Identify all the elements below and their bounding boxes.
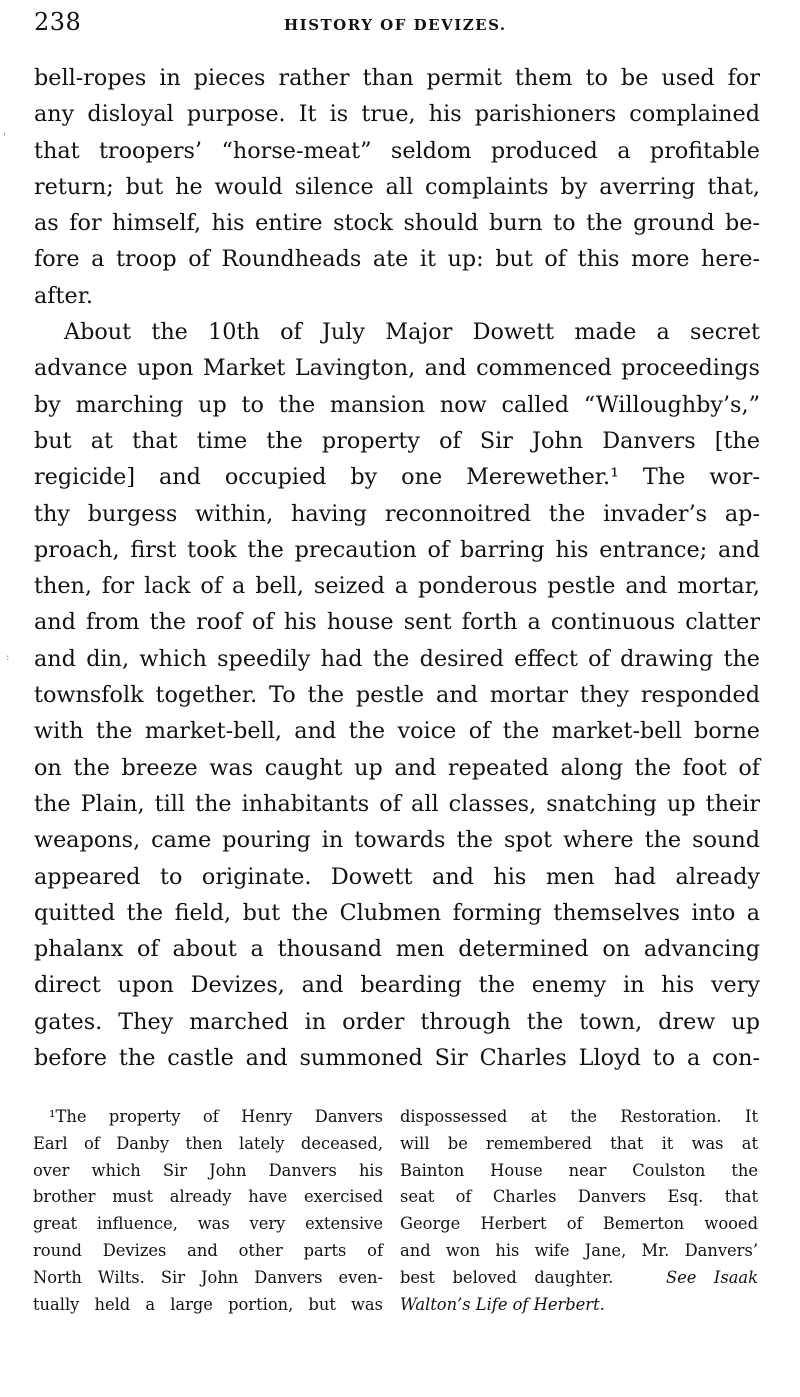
text-line: after. <box>34 282 93 309</box>
text-line: any disloyal purpose. It is true, his parishioners complained <box>34 101 760 128</box>
text-line: quitted the field, but the Clubmen forming themselves into a <box>34 899 760 926</box>
footnote-line: brother must already have exercised <box>33 1187 383 1207</box>
footnote-line: over which Sir John Danvers his <box>33 1160 383 1180</box>
footnote-line-mixed <box>400 1265 758 1292</box>
text-line: fore a troop of Roundheads ate it up: but of this more here- <box>34 246 760 273</box>
text-line: on the breeze was caught up and repeated along the foot of <box>34 754 760 781</box>
running-title: HISTORY OF DEVIZES. <box>284 16 507 34</box>
footnote-line: seat of Charles Danvers Esq. that <box>400 1187 758 1207</box>
text-line: then, for lack of a bell, seized a ponderous pestle and mortar, <box>34 573 760 600</box>
text-line: About the 10th of July Major Dowett made a secret <box>64 319 760 346</box>
page-number: 238 <box>34 8 82 36</box>
footnote-column-right <box>400 1104 758 1318</box>
running-head <box>34 8 764 48</box>
footnote-column-left <box>33 1104 383 1318</box>
footnote-line: and won his wife Jane, Mr. Danvers’ <box>400 1240 758 1260</box>
text-line: thy burgess within, having reconnoitred the invader’s ap- <box>34 500 760 527</box>
margin-speck: ' <box>3 132 6 143</box>
text-line: but at that time the property of Sir John Danvers [the <box>34 427 760 454</box>
footnote-reference-italic: See Isaak <box>665 1267 759 1287</box>
text-line: and from the roof of his house sent forth a continuous clatter <box>34 609 760 636</box>
footnote-spacer <box>613 1268 666 1287</box>
footnote-line: tually held a large portion, but was <box>33 1294 383 1314</box>
footnote-reference-italic: Walton’s Life of Herbert. <box>400 1294 605 1314</box>
footnote-line: dispossessed at the Restoration. It <box>400 1107 758 1126</box>
text-line: phalanx of about a thousand men determined on advancing <box>34 936 760 963</box>
text-line: as for himself, his entire stock should burn to the ground be- <box>34 210 760 237</box>
text-line: that troopers’ “horse-meat” seldom produced a profitable <box>34 137 760 164</box>
text-line: townsfolk together. To the pestle and mortar they responded <box>34 682 760 709</box>
footnote-text: best beloved daughter. <box>400 1267 614 1287</box>
footnote-line: great influence, was very extensive <box>33 1214 383 1234</box>
text-line: regicide] and occupied by one Merewether.¹ The wor- <box>34 464 760 491</box>
text-line: appeared to originate. Dowett and his men had already <box>34 863 760 890</box>
text-line: the Plain, till the inhabitants of all classes, snatching up their <box>34 790 760 817</box>
text-line: proach, first took the precaution of barring his entrance; and <box>34 536 760 563</box>
text-line: before the castle and summoned Sir Charles Lloyd to a con- <box>34 1045 760 1072</box>
text-line: gates. They marched in order through the town, drew up <box>34 1008 760 1035</box>
footnote-line: will be remembered that it was at <box>400 1133 758 1153</box>
body-text <box>34 60 760 1076</box>
text-line: return; but he would silence all complaints by averring that, <box>34 173 760 200</box>
text-line: with the market-bell, and the voice of the market-bell borne <box>34 718 760 745</box>
text-line: bell-ropes in pieces rather than permit them to be used for <box>34 65 760 91</box>
text-line: weapons, came pouring in towards the spot where the sound <box>34 827 760 854</box>
text-line: direct upon Devizes, and bearding the enemy in his very <box>34 972 760 999</box>
footnote-line: North Wilts. Sir John Danvers even- <box>33 1267 383 1287</box>
margin-speck: : <box>6 652 10 663</box>
text-line: advance upon Market Lavington, and commenced proceedings <box>34 355 760 382</box>
footnote-line: ¹The property of Henry Danvers <box>49 1107 383 1126</box>
footnote-line: George Herbert of Bemerton wooed <box>400 1214 758 1234</box>
text-line: and din, which speedily had the desired effect of drawing the <box>34 645 760 672</box>
footnote-line: Bainton House near Coulston the <box>400 1160 758 1180</box>
footnote-line: round Devizes and other parts of <box>33 1240 383 1260</box>
footnote-line: Earl of Danby then lately deceased, <box>33 1133 383 1153</box>
text-line: by marching up to the mansion now called “Willoughby’s,” <box>34 391 760 418</box>
